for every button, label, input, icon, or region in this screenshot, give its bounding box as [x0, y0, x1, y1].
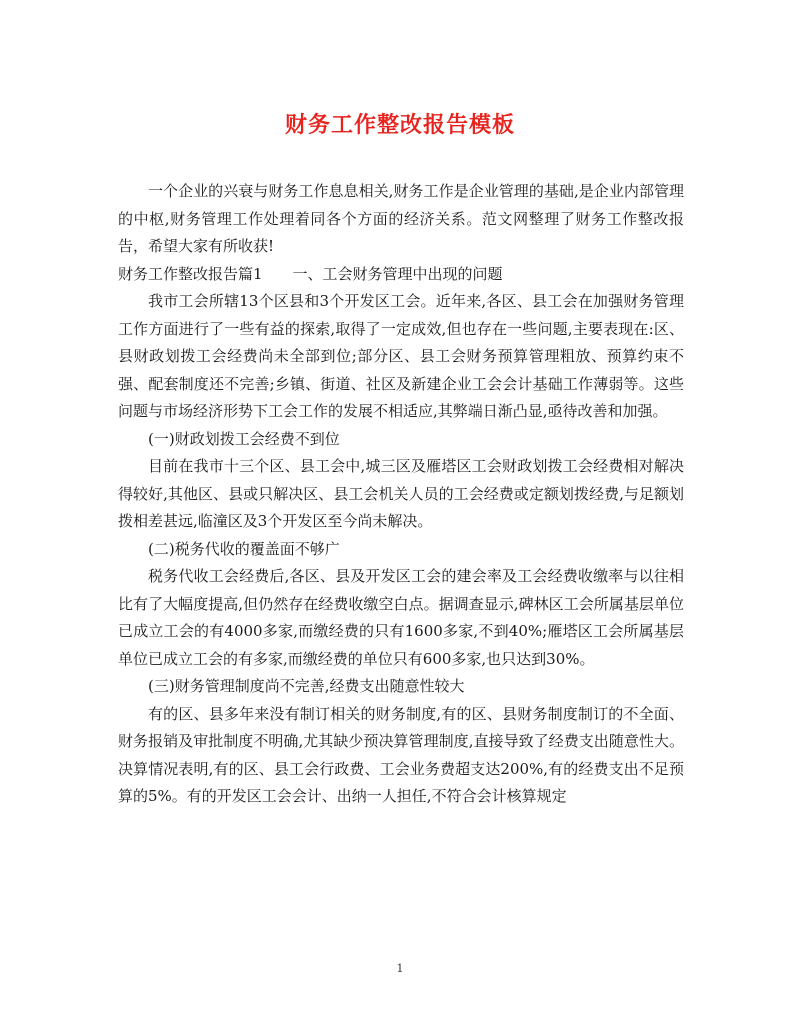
document-body [118, 178, 684, 811]
subsection-heading: (一)财政划拨工会经费不到位 [148, 429, 340, 448]
body-paragraph: 我市工会所辖13个区县和3个开发区工会。近年来,各区、县工会在加强财务管理工作方面进行了一些有益的探索,取得了一定成效,但也存在一些问题,主要表现在:区、县财政划拨工会经费尚未全部到位;部分区、县工会财务预算管理粗放、预算约束不强、配套制度还不完善;乡镇、街道、社区及新建企业工会会计基础工作薄弱等。这些问题与市场经济形势下工会工作的发展不相适应,其弊端日渐凸显,亟待改善和加强。 [118, 292, 684, 420]
subsection-heading: (三)财务管理制度尚不完善,经费支出随意性较大 [148, 677, 465, 695]
section-heading: 财务工作整改报告篇1 一、工会财务管理中出现的问题 [118, 264, 503, 283]
body-paragraph: 有的区、县多年来没有制订相关的财务制度,有的区、县财务制度制订的不全面、财务报销及审批制度不明确,尤其缺少预决算管理制度,直接导致了经费支出随意性大。决算情况表明,有的区、县工会行政费、工会业务费超支达200%,有的经费支出不足预算的5%。有的开发区工会会计、出纳一人担任,不符合会计核算规定 [118, 704, 684, 805]
intro-paragraph: 一个企业的兴衰与财务工作息息相关,财务工作是企业管理的基础,是企业内部管理的中枢,财务管理工作处理着同各个方面的经济关系。范文网整理了财务工作整改报告，希望大家有所收获! [118, 182, 684, 255]
body-paragraph: 税务代收工会经费后,各区、县及开发区工会的建会率及工会经费收缴率与以往相比有了大幅度提高,但仍然存在经费收缴空白点。据调查显示,碑林区工会所属基层单位已成立工会的有4000多家,而缴经费的只有1600多家,不到40%;雁塔区工会所属基层单位已成立工会的有多家,而缴经费的单位只有600多家,也只达到30%。 [118, 567, 684, 668]
subsection-heading: (二)税务代收的覆盖面不够广 [148, 539, 340, 558]
page-number: 1 [396, 962, 404, 975]
page-title: 财务工作整改报告模板 [284, 112, 515, 138]
body-paragraph: 目前在我市十三个区、县工会中,城三区及雁塔区工会财政划拨工会经费相对解决得较好,其他区、县或只解决区、县工会机关人员的工会经费或定额划拨经费,与足额划拨相差甚远,临潼区及3个开发区至今尚未解决。 [118, 457, 684, 530]
